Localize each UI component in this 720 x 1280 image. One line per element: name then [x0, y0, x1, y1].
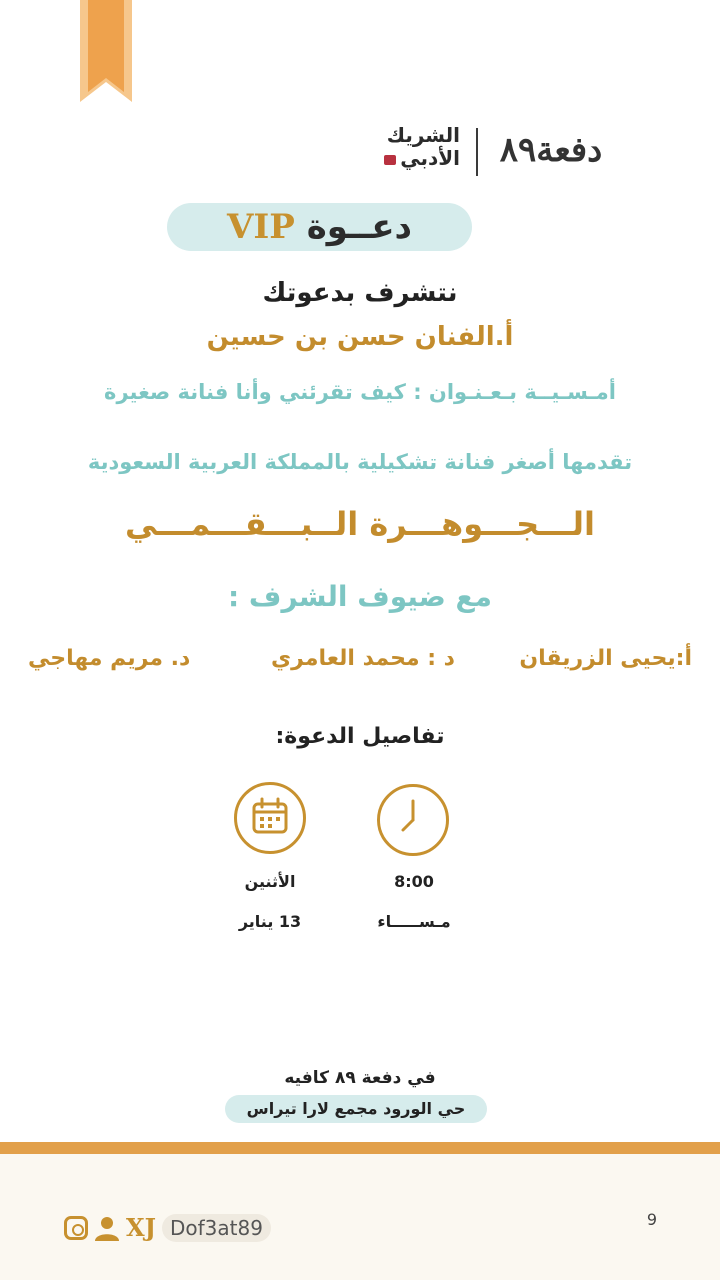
evening-title: أمـسـيــة بـعـنـوان : كيف تقرئني وأنا فنانة صغيرة	[104, 380, 616, 404]
x-mark[interactable]: XJ	[126, 1213, 156, 1242]
logo-divider	[476, 128, 478, 176]
vip-word: VIP	[226, 207, 295, 247]
invitation-word: دعــوة	[306, 207, 412, 247]
partner-logo-line1: الشريك	[386, 123, 460, 147]
presenter-text: تقدمها أصغر فنانة تشكيلية بالمملكة العربية السعودية	[87, 450, 633, 474]
brand-logo: دفعة٨٩	[499, 130, 603, 170]
honor-text: نتشرف بدعوتك	[262, 278, 458, 308]
calendar-icon	[234, 782, 306, 854]
partner-logo-line2: الأدبي	[400, 146, 460, 170]
details-title: تفاصيل الدعوة:	[275, 724, 445, 749]
partner-logo	[368, 124, 460, 170]
venue-name: في دفعة ٨٩ كافيه	[284, 1068, 436, 1088]
guest-3: د. مريم مهاجي	[28, 646, 191, 671]
page-number: 9	[646, 1210, 658, 1229]
social-handle[interactable]: Dof3at89	[162, 1214, 271, 1242]
event-date: 13 يناير	[238, 912, 302, 931]
instagram-icon[interactable]	[64, 1216, 88, 1240]
book-icon	[384, 155, 396, 165]
clock-icon	[377, 784, 449, 856]
event-time: 8:00	[394, 872, 434, 891]
painter-name: الـــجـــوهـــرة الــبـــقـــمـــي	[125, 505, 595, 543]
social-links	[64, 1214, 271, 1242]
invitation-title	[167, 203, 472, 251]
artist-name: أ.الفنان حسن بن حسين	[206, 322, 514, 352]
user-icon[interactable]	[94, 1215, 120, 1241]
guest-1: أ:يحيى الزريقان	[519, 646, 692, 671]
venue-address: حي الورود مجمع لارا تيراس	[246, 1099, 466, 1118]
event-time-period: مـســـــاء	[377, 912, 451, 931]
event-day: الأثنين	[244, 872, 296, 891]
guest-2: د : محمد العامري	[271, 646, 455, 671]
footer-divider	[0, 1142, 720, 1154]
guests-title: مع ضيوف الشرف :	[227, 580, 493, 613]
bookmark-ribbon-icon	[80, 0, 132, 102]
